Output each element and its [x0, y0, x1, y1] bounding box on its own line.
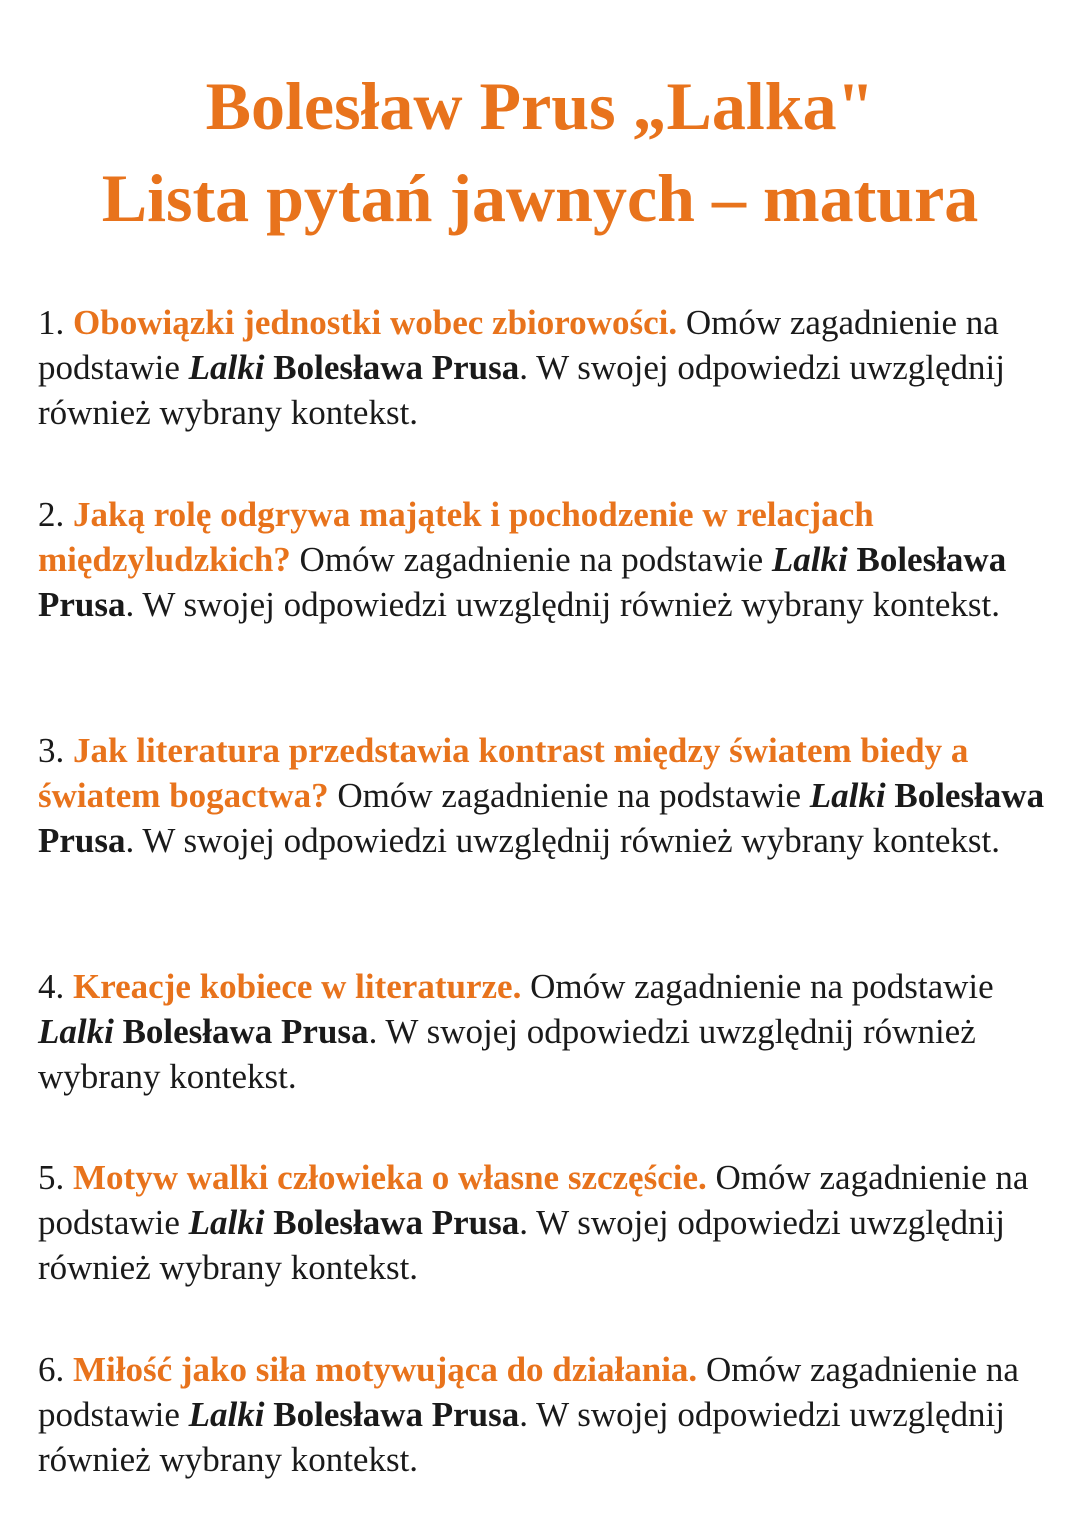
question-heading: Miłość jako siła motywująca do działania.: [73, 1350, 698, 1389]
question-number: 4.: [38, 967, 65, 1006]
work-title: Lalki: [38, 1012, 114, 1051]
work-title: Lalki: [771, 540, 848, 579]
question-text: Omów zagadnienie na podstawie: [38, 303, 999, 387]
page-title-line-2: Lista pytań jawnych – matura: [101, 160, 979, 236]
question-item: [38, 492, 1048, 627]
question-text: Omów zagadnienie na podstawie: [38, 1158, 1029, 1242]
question-instruction: . W swojej odpowiedzi uwzględnij również wybrany kontekst.: [125, 585, 1001, 624]
question-text: Omów zagadnienie na podstawie: [38, 1350, 1019, 1434]
work-title: Lalki: [809, 776, 886, 815]
work-title: Lalki: [188, 1203, 265, 1242]
question-instruction: . W swojej odpowiedzi uwzględnij również wybrany kontekst.: [38, 1395, 1005, 1479]
question-item: [38, 300, 1048, 435]
question-item: [38, 964, 1048, 1099]
question-heading: Jak literatura przedstawia kontrast między światem biedy a światem bogactwa?: [38, 731, 969, 815]
work-title: Lalki: [188, 1395, 265, 1434]
question-text: Omów zagadnienie na podstawie: [521, 967, 994, 1006]
question-number: 1.: [38, 303, 65, 342]
question-number: 2.: [38, 495, 65, 534]
question-heading: Jaką rolę odgrywa majątek i pochodzenie w relacjach międzyludzkich?: [38, 495, 874, 579]
question-instruction: . W swojej odpowiedzi uwzględnij również wybrany kontekst.: [125, 821, 1001, 860]
question-heading: Kreacje kobiece w literaturze.: [73, 967, 522, 1006]
question-heading: Obowiązki jednostki wobec zbiorowości.: [73, 303, 678, 342]
question-item: [38, 728, 1048, 863]
author-name: Bolesława Prusa: [264, 1395, 520, 1434]
question-item: [38, 1155, 1048, 1290]
author-name: Bolesława Prusa: [113, 1012, 369, 1051]
question-text: Omów zagadnienie na podstawie: [328, 776, 810, 815]
author-name: Bolesława Prusa: [38, 776, 1045, 860]
author-name: Bolesława Prusa: [264, 1203, 520, 1242]
question-item: [38, 1347, 1048, 1482]
question-number: 6.: [38, 1350, 65, 1389]
work-title: Lalki: [188, 348, 265, 387]
question-instruction: . W swojej odpowiedzi uwzględnij również wybrany kontekst.: [38, 1012, 976, 1096]
page-title-line-1: Bolesław Prus „Lalka": [205, 68, 875, 144]
question-text: Omów zagadnienie na podstawie: [290, 540, 772, 579]
question-number: 3.: [38, 731, 65, 770]
question-heading: Motyw walki człowieka o własne szczęście.: [73, 1158, 707, 1197]
question-number: 5.: [38, 1158, 65, 1197]
author-name: Bolesława Prusa: [264, 348, 520, 387]
author-name: Bolesława Prusa: [38, 540, 1007, 624]
question-instruction: . W swojej odpowiedzi uwzględnij również wybrany kontekst.: [38, 1203, 1005, 1287]
question-instruction: . W swojej odpowiedzi uwzględnij również wybrany kontekst.: [38, 348, 1005, 432]
